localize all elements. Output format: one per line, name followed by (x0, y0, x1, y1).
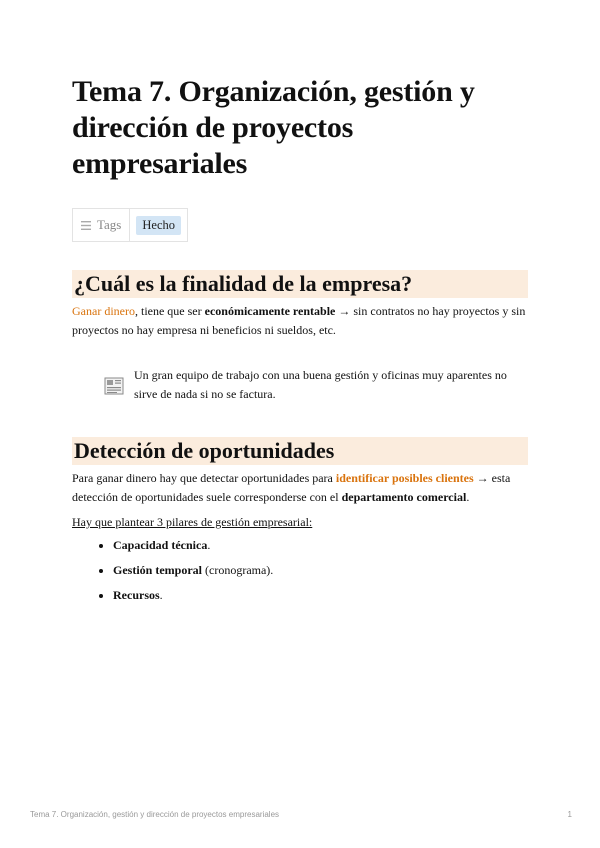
bold-economicamente-rentable: económicamente rentable (204, 304, 336, 318)
highlight-ganar-dinero: Ganar dinero (72, 304, 135, 318)
list-item (113, 561, 528, 580)
tags-property-label (73, 209, 130, 241)
list-item (113, 536, 528, 555)
paragraph-finalidad (72, 302, 528, 340)
list-item-text: . (207, 538, 211, 552)
section-heading-finalidad: ¿Cuál es la finalidad de la empresa? (72, 270, 528, 298)
tags-label: Tags (97, 217, 122, 232)
list-item-bold: Capacidad técnica (113, 538, 208, 552)
callout-block (72, 366, 528, 404)
text-span: . (466, 490, 470, 504)
pillars-list (72, 536, 528, 605)
tag-hecho: Hecho (136, 216, 181, 235)
highlight-identificar-clientes: identificar posibles clientes (335, 471, 474, 485)
bold-departamento-comercial: departamento comercial (341, 490, 467, 504)
properties-table (72, 208, 188, 242)
list-icon (81, 221, 91, 230)
underlined-paragraph: Hay que plantear 3 pilares de gestión empresarial: (72, 515, 313, 529)
list-item-bold: Recursos (113, 588, 160, 602)
newspaper-icon (104, 368, 124, 404)
page-footer (30, 810, 572, 819)
text-span: → sin contratos no hay proyectos y sin proyectos no hay empresa ni beneficios ni sueldos, etc. (72, 304, 526, 337)
callout-text: Un gran equipo de trabajo con una buena gestión y oficinas muy aparentes no sirve de nada si no se factura. (134, 368, 507, 401)
page-number: 1 (567, 810, 572, 819)
section-heading-deteccion: Detección de oportunidades (72, 437, 528, 465)
text-span: Para ganar dinero hay que detectar oportunidades para (72, 471, 336, 485)
text-span: → esta detección de oportunidades suele corresponderse con el (72, 471, 511, 504)
list-item-bold: Gestión temporal (113, 563, 202, 577)
paragraph-deteccion (72, 469, 528, 507)
page-title: Tema 7. Organización, gestión y dirección de proyectos empresariales (72, 75, 475, 180)
list-item (113, 586, 528, 605)
document-page (72, 74, 528, 611)
list-item-text: (cronograma). (202, 563, 274, 577)
text-span: , tiene que ser (134, 304, 205, 318)
list-item-text: . (159, 588, 163, 602)
tags-property-value (130, 209, 187, 241)
footer-title: Tema 7. Organización, gestión y dirección de proyectos empresariales (30, 810, 280, 819)
